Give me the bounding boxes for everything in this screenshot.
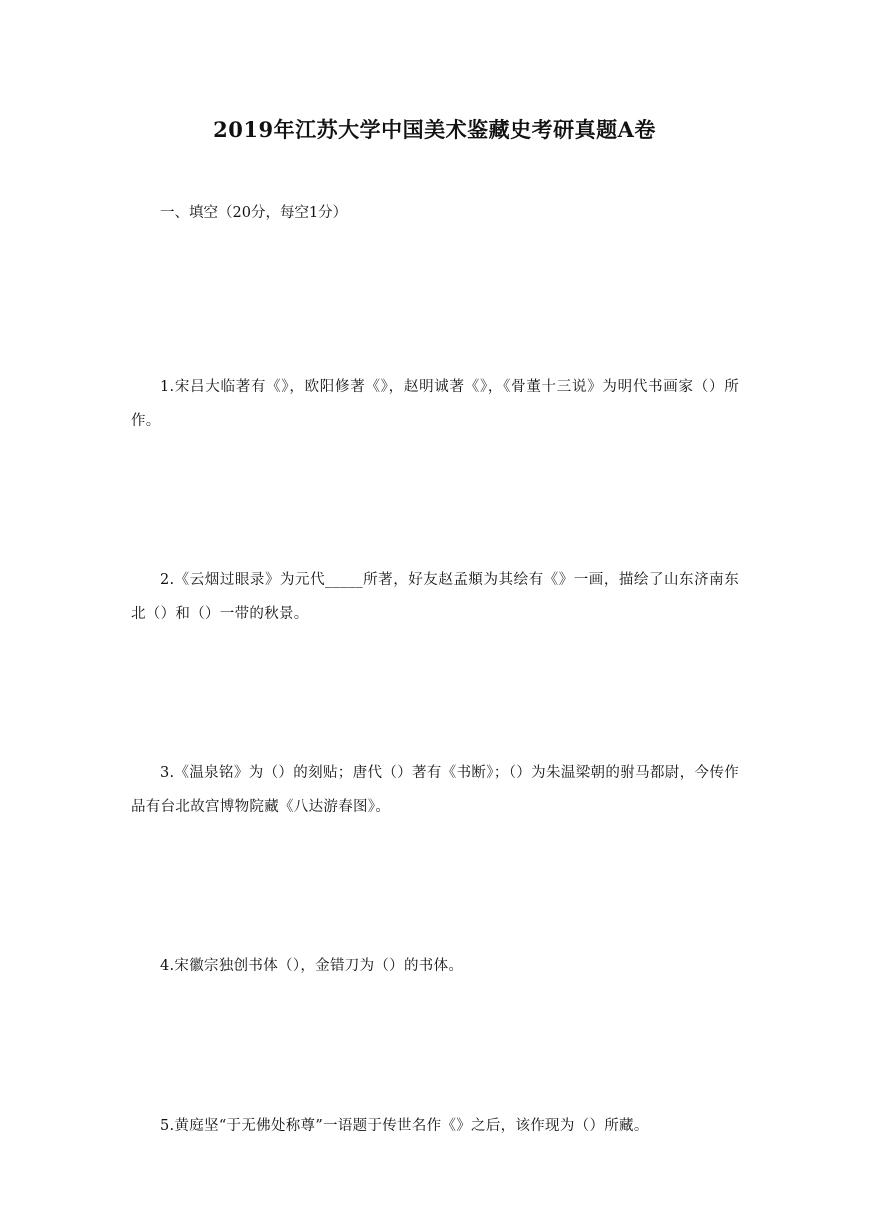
document-title: 2019年江苏大学中国美术鉴藏史考研真题A卷 <box>213 117 656 142</box>
question-5: 5.黄庭坚“于无佛处称尊”一语题于传世名作《》之后，该作现为（）所藏。 <box>160 1117 649 1134</box>
question-1: 1.宋吕大临著有《》，欧阳修著《》，赵明诚著《》，《骨董十三说》为明代书画家（）所作。 <box>131 378 739 429</box>
question-3: 3.《温泉铭》为（）的刻贴；唐代（）著有《书断》；（）为朱温梁朝的驸马都尉，今传作品有台北故宫博物院藏《八达游春图》。 <box>131 764 739 815</box>
question-4: 4.宋徽宗独创书体（），金错刀为（）的书体。 <box>160 957 464 974</box>
section-heading: 一、填空（20分，每空1分） <box>160 205 348 221</box>
question-2: 2.《云烟过眼录》为元代_____所著，好友赵孟頫为其绘有《》一画，描绘了山东济南东北（）和（）一带的秋景。 <box>131 571 739 622</box>
